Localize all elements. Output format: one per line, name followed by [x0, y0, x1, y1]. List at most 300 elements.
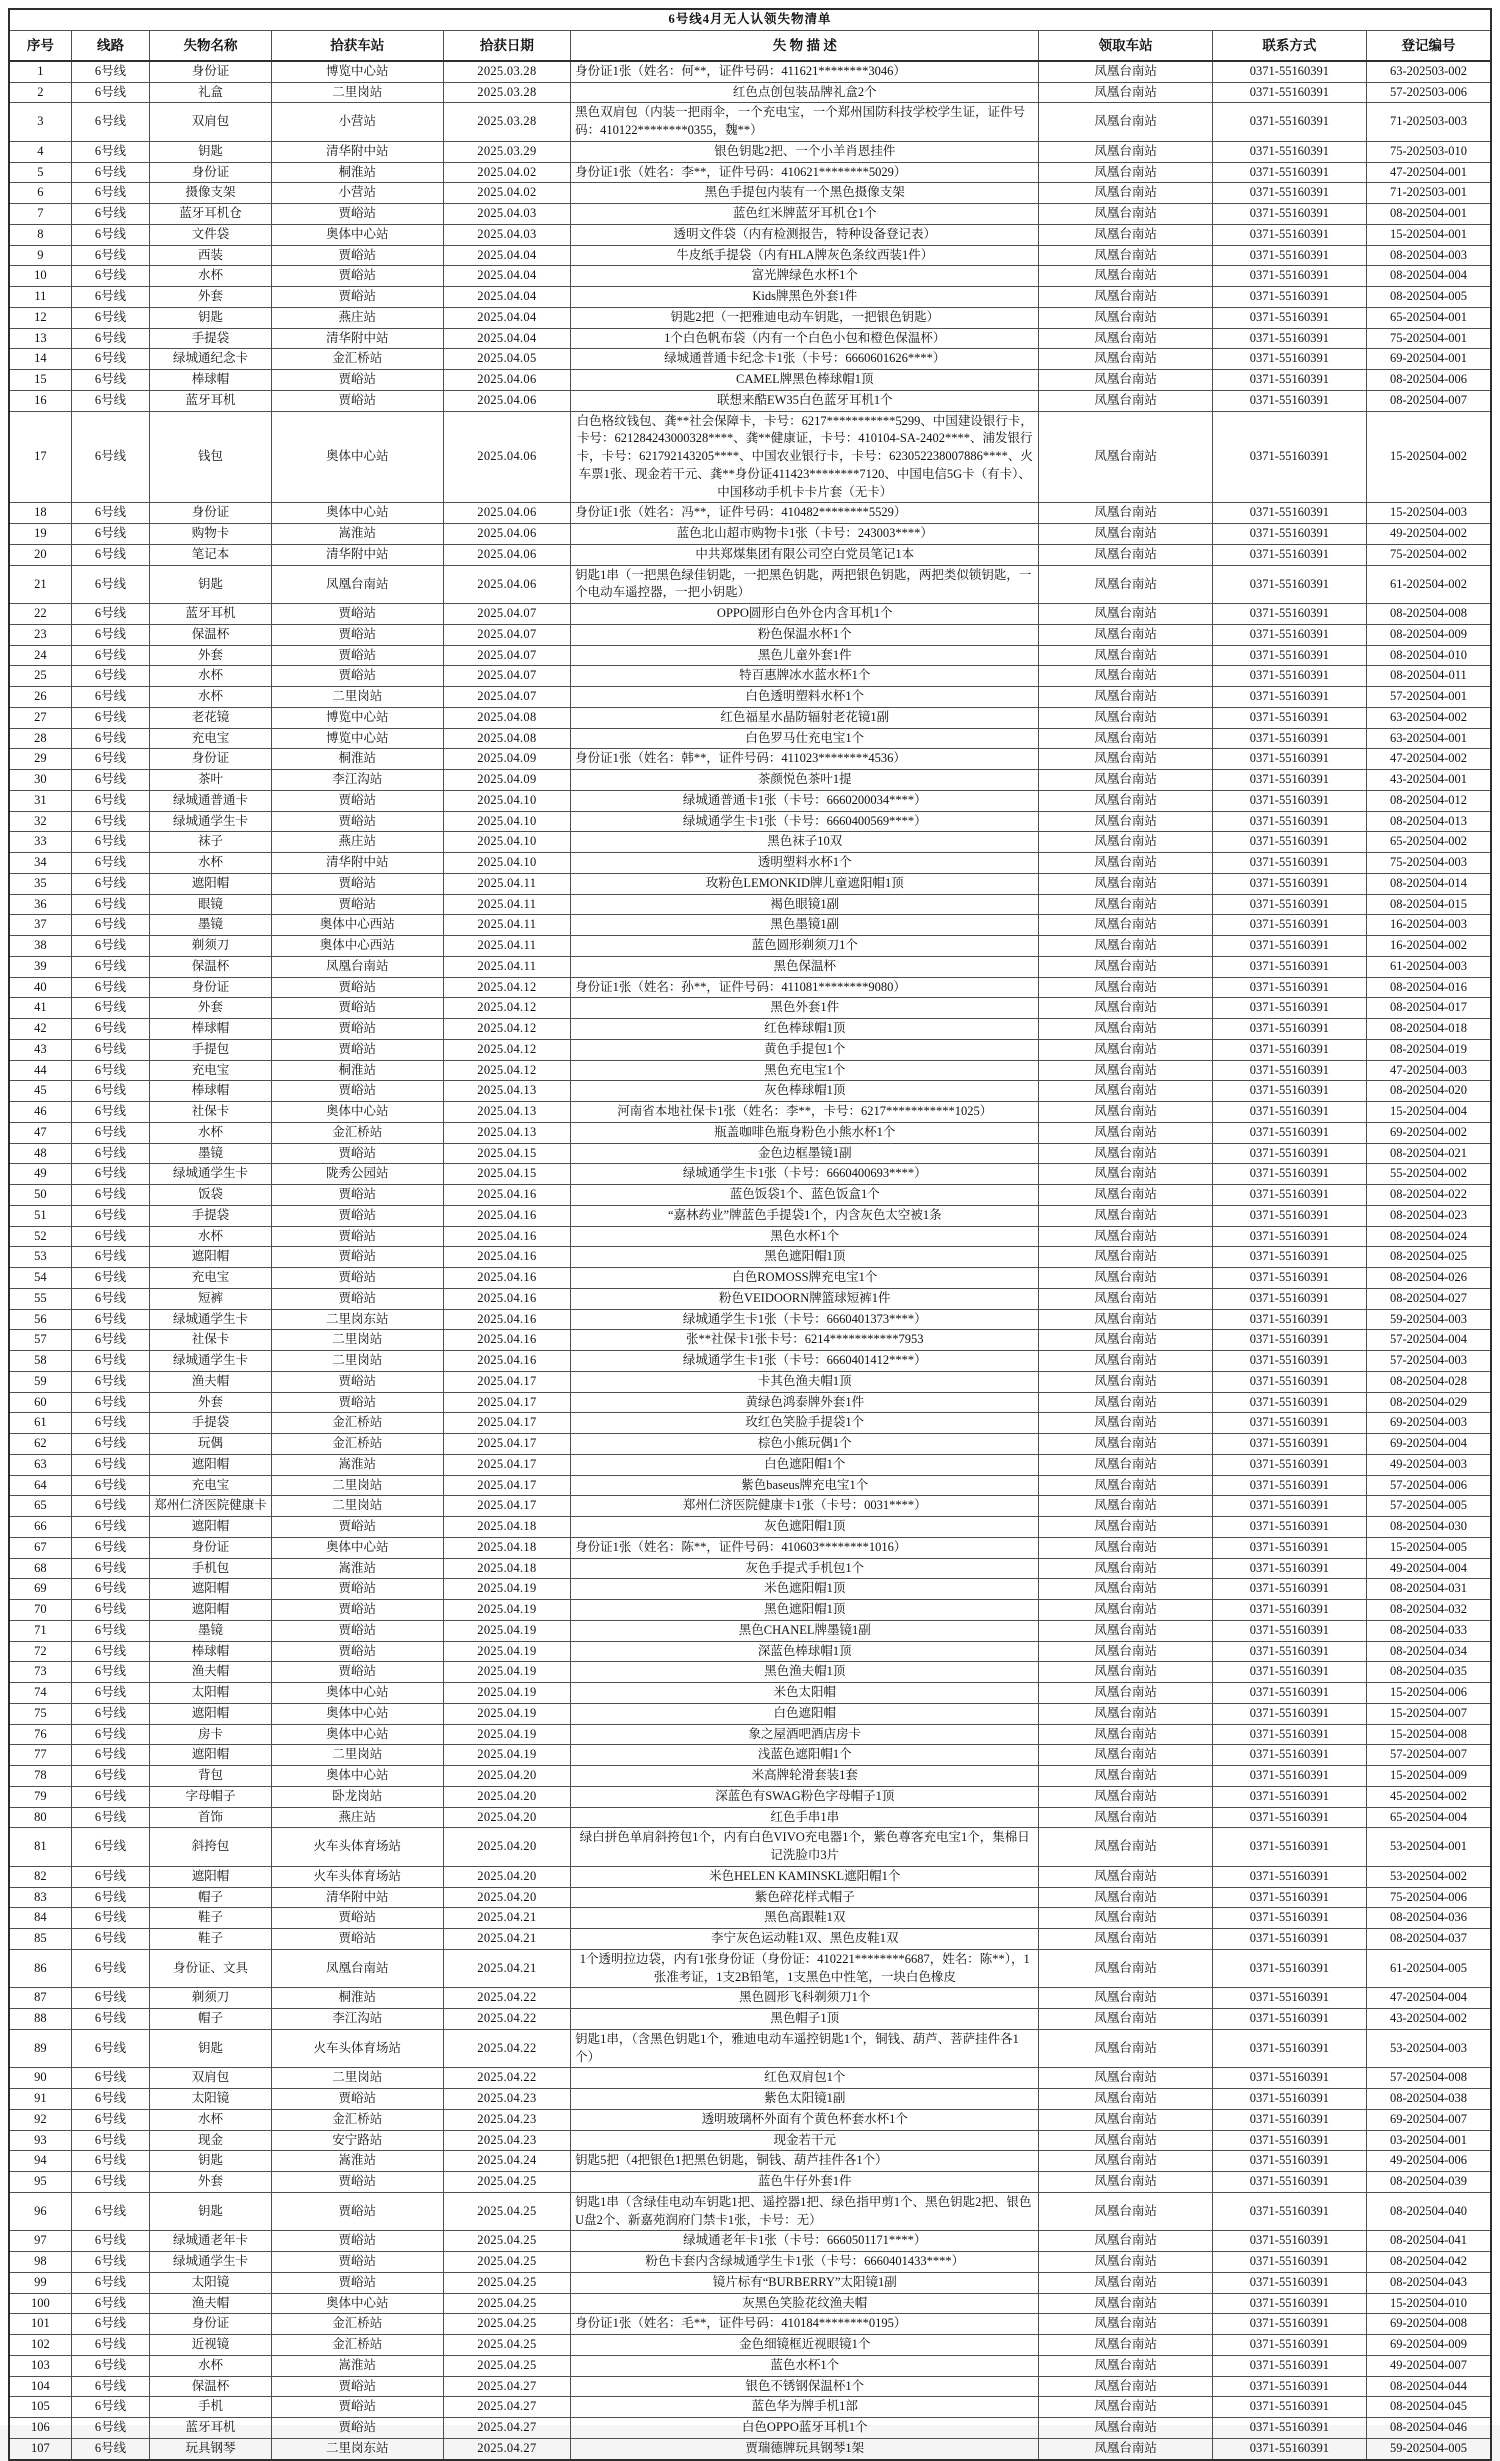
table-row [9, 2293, 1491, 2314]
cell-reg-no: 69-202504-009 [1366, 2335, 1491, 2356]
cell-line: 6号线 [71, 1226, 150, 1247]
cell-item-name: 剃须刀 [150, 1988, 272, 2009]
table-row [9, 390, 1491, 411]
cell-pickup-station: 凤凰台南站 [1039, 707, 1212, 728]
table-row [9, 811, 1491, 832]
table-row [9, 1641, 1491, 1662]
cell-item-name: 袜子 [150, 832, 272, 853]
cell-item-name: 字母帽子 [150, 1786, 272, 1807]
cell-contact: 0371-55160391 [1212, 2029, 1366, 2068]
table-row [9, 1786, 1491, 1807]
cell-line: 6号线 [71, 707, 150, 728]
cell-index: 46 [9, 1102, 71, 1123]
cell-contact: 0371-55160391 [1212, 82, 1366, 103]
cell-reg-no: 69-202504-003 [1366, 1413, 1491, 1434]
cell-item-name: 绿城通学生卡 [150, 811, 272, 832]
cell-date-found: 2025.04.06 [443, 565, 570, 604]
cell-line: 6号线 [71, 1413, 150, 1434]
cell-contact: 0371-55160391 [1212, 328, 1366, 349]
table-row [9, 832, 1491, 853]
cell-pickup-station: 凤凰台南站 [1039, 307, 1212, 328]
cell-item-name: 绿城通学生卡 [150, 1164, 272, 1185]
cell-date-found: 2025.04.16 [443, 1226, 570, 1247]
cell-item-name: 充电宝 [150, 1060, 272, 1081]
cell-contact: 0371-55160391 [1212, 1226, 1366, 1247]
table-row [9, 1724, 1491, 1745]
cell-reg-no: 57-202504-005 [1366, 1496, 1491, 1517]
cell-description: 联想来酷EW35白色蓝牙耳机1个 [571, 390, 1039, 411]
cell-date-found: 2025.04.19 [443, 1600, 570, 1621]
cell-pickup-station: 凤凰台南站 [1039, 1164, 1212, 1185]
cell-station-found: 桐淮站 [271, 749, 443, 770]
cell-item-name: 水杯 [150, 687, 272, 708]
cell-station-found: 火车头体育场站 [271, 1828, 443, 1867]
cell-reg-no: 75-202504-002 [1366, 544, 1491, 565]
cell-station-found: 奥体中心站 [271, 503, 443, 524]
cell-pickup-station: 凤凰台南站 [1039, 666, 1212, 687]
cell-item-name: 充电宝 [150, 1475, 272, 1496]
cell-item-name: 墨镜 [150, 1143, 272, 1164]
table-row [9, 1288, 1491, 1309]
cell-contact: 0371-55160391 [1212, 1724, 1366, 1745]
cell-reg-no: 15-202504-007 [1366, 1703, 1491, 1724]
cell-pickup-station: 凤凰台南站 [1039, 1745, 1212, 1766]
cell-line: 6号线 [71, 1600, 150, 1621]
cell-reg-no: 63-202504-001 [1366, 728, 1491, 749]
cell-index: 101 [9, 2314, 71, 2335]
cell-pickup-station: 凤凰台南站 [1039, 266, 1212, 287]
cell-date-found: 2025.04.13 [443, 1122, 570, 1143]
cell-index: 44 [9, 1060, 71, 1081]
cell-index: 33 [9, 832, 71, 853]
cell-line: 6号线 [71, 749, 150, 770]
cell-date-found: 2025.04.03 [443, 204, 570, 225]
cell-description: 黑色手提包内装有一个黑色摄像支架 [571, 183, 1039, 204]
cell-contact: 0371-55160391 [1212, 1371, 1366, 1392]
cell-station-found: 贾峪站 [271, 894, 443, 915]
table-row [9, 2438, 1491, 2459]
cell-item-name: 遮阳帽 [150, 1579, 272, 1600]
cell-date-found: 2025.03.28 [443, 61, 570, 82]
cell-contact: 0371-55160391 [1212, 1143, 1366, 1164]
cell-contact: 0371-55160391 [1212, 1786, 1366, 1807]
cell-contact: 0371-55160391 [1212, 2130, 1366, 2151]
cell-line: 6号线 [71, 1330, 150, 1351]
table-row [9, 1496, 1491, 1517]
cell-pickup-station: 凤凰台南站 [1039, 853, 1212, 874]
cell-station-found: 贾峪站 [271, 1226, 443, 1247]
cell-pickup-station: 凤凰台南站 [1039, 604, 1212, 625]
cell-date-found: 2025.04.20 [443, 1887, 570, 1908]
table-row [9, 503, 1491, 524]
cell-pickup-station: 凤凰台南站 [1039, 328, 1212, 349]
cell-index: 100 [9, 2293, 71, 2314]
cell-pickup-station: 凤凰台南站 [1039, 2314, 1212, 2335]
cell-line: 6号线 [71, 1019, 150, 1040]
cell-reg-no: 15-202504-003 [1366, 503, 1491, 524]
cell-description: 绿城通学生卡1张（卡号：6660401412****） [571, 1351, 1039, 1372]
cell-date-found: 2025.04.06 [443, 544, 570, 565]
cell-pickup-station: 凤凰台南站 [1039, 2068, 1212, 2089]
cell-line: 6号线 [71, 624, 150, 645]
cell-pickup-station: 凤凰台南站 [1039, 2172, 1212, 2193]
cell-item-name: 外套 [150, 287, 272, 308]
cell-reg-no: 63-202504-002 [1366, 707, 1491, 728]
cell-line: 6号线 [71, 82, 150, 103]
table-row [9, 162, 1491, 183]
cell-date-found: 2025.04.03 [443, 224, 570, 245]
cell-index: 23 [9, 624, 71, 645]
cell-contact: 0371-55160391 [1212, 1039, 1366, 1060]
cell-contact: 0371-55160391 [1212, 1600, 1366, 1621]
cell-date-found: 2025.04.08 [443, 707, 570, 728]
cell-description: 1个透明拉边袋，内有1张身份证（身份证：410221********6687，姓名：陈**），1张准考证，1支2B铅笔，1支黑色中性笔，一块白色橡皮 [571, 1949, 1039, 1988]
cell-item-name: 绿城通普通卡 [150, 790, 272, 811]
table-row [9, 770, 1491, 791]
cell-pickup-station: 凤凰台南站 [1039, 2252, 1212, 2273]
cell-line: 6号线 [71, 2293, 150, 2314]
cell-index: 18 [9, 503, 71, 524]
cell-contact: 0371-55160391 [1212, 1164, 1366, 1185]
cell-index: 54 [9, 1268, 71, 1289]
cell-reg-no: 55-202504-002 [1366, 1164, 1491, 1185]
cell-line: 6号线 [71, 604, 150, 625]
cell-description: 白色ROMOSS牌充电宝1个 [571, 1268, 1039, 1289]
cell-pickup-station: 凤凰台南站 [1039, 956, 1212, 977]
cell-pickup-station: 凤凰台南站 [1039, 2231, 1212, 2252]
cell-contact: 0371-55160391 [1212, 1122, 1366, 1143]
cell-contact: 0371-55160391 [1212, 894, 1366, 915]
cell-date-found: 2025.04.17 [443, 1454, 570, 1475]
cell-item-name: 钥匙 [150, 307, 272, 328]
table-row [9, 349, 1491, 370]
cell-item-name: 外套 [150, 1392, 272, 1413]
cell-station-found: 燕庄站 [271, 832, 443, 853]
cell-station-found: 博览中心站 [271, 61, 443, 82]
cell-pickup-station: 凤凰台南站 [1039, 1786, 1212, 1807]
cell-reg-no: 08-202504-041 [1366, 2231, 1491, 2252]
cell-date-found: 2025.04.16 [443, 1247, 570, 1268]
cell-station-found: 二里岗站 [271, 1475, 443, 1496]
cell-index: 41 [9, 998, 71, 1019]
cell-pickup-station: 凤凰台南站 [1039, 503, 1212, 524]
cell-reg-no: 69-202504-008 [1366, 2314, 1491, 2335]
table-row [9, 307, 1491, 328]
cell-station-found: 金汇桥站 [271, 1413, 443, 1434]
cell-pickup-station: 凤凰台南站 [1039, 1205, 1212, 1226]
cell-reg-no: 08-202504-005 [1366, 287, 1491, 308]
cell-date-found: 2025.04.25 [443, 2293, 570, 2314]
cell-line: 6号线 [71, 811, 150, 832]
cell-line: 6号线 [71, 183, 150, 204]
cell-index: 3 [9, 103, 71, 142]
cell-station-found: 贾峪站 [271, 2252, 443, 2273]
cell-line: 6号线 [71, 390, 150, 411]
cell-station-found: 奥体中心站 [271, 1703, 443, 1724]
cell-item-name: 蓝牙耳机 [150, 2418, 272, 2439]
cell-index: 95 [9, 2172, 71, 2193]
cell-description: 深蓝色棒球帽1顶 [571, 1641, 1039, 1662]
cell-item-name: 渔夫帽 [150, 1371, 272, 1392]
cell-line: 6号线 [71, 1143, 150, 1164]
cell-date-found: 2025.04.04 [443, 245, 570, 266]
cell-reg-no: 57-202504-004 [1366, 1330, 1491, 1351]
cell-item-name: 笔记本 [150, 544, 272, 565]
table-row [9, 370, 1491, 391]
cell-date-found: 2025.04.19 [443, 1641, 570, 1662]
cell-item-name: 帽子 [150, 1887, 272, 1908]
cell-description: 米色HELEN KAMINSKL遮阳帽1个 [571, 1866, 1039, 1887]
cell-contact: 0371-55160391 [1212, 1330, 1366, 1351]
cell-pickup-station: 凤凰台南站 [1039, 1309, 1212, 1330]
cell-line: 6号线 [71, 1662, 150, 1683]
cell-item-name: 郑州仁济医院健康卡 [150, 1496, 272, 1517]
cell-station-found: 凤凰台南站 [271, 1949, 443, 1988]
cell-line: 6号线 [71, 1247, 150, 1268]
cell-line: 6号线 [71, 770, 150, 791]
cell-contact: 0371-55160391 [1212, 2252, 1366, 2273]
cell-index: 49 [9, 1164, 71, 1185]
cell-station-found: 贾峪站 [271, 266, 443, 287]
cell-index: 31 [9, 790, 71, 811]
cell-reg-no: 57-202504-001 [1366, 687, 1491, 708]
cell-line: 6号线 [71, 2029, 150, 2068]
page-title: 6号线4月无人认领失物清单 [9, 9, 1491, 30]
table-row [9, 2109, 1491, 2130]
cell-line: 6号线 [71, 873, 150, 894]
cell-index: 32 [9, 811, 71, 832]
cell-date-found: 2025.04.27 [443, 2376, 570, 2397]
cell-description: 黑色帽子1顶 [571, 2009, 1039, 2030]
table-row [9, 565, 1491, 604]
column-header-description: 失 物 描 述 [571, 30, 1039, 61]
table-row [9, 1600, 1491, 1621]
cell-item-name: 身份证 [150, 2314, 272, 2335]
cell-item-name: 身份证 [150, 61, 272, 82]
table-row [9, 204, 1491, 225]
cell-station-found: 二里岗站 [271, 687, 443, 708]
cell-item-name: 水杯 [150, 266, 272, 287]
cell-date-found: 2025.04.17 [443, 1496, 570, 1517]
cell-pickup-station: 凤凰台南站 [1039, 1288, 1212, 1309]
cell-station-found: 嵩淮站 [271, 524, 443, 545]
cell-station-found: 贾峪站 [271, 2192, 443, 2231]
cell-station-found: 贾峪站 [271, 1185, 443, 1206]
cell-station-found: 贾峪站 [271, 977, 443, 998]
cell-reg-no: 15-202504-008 [1366, 1724, 1491, 1745]
cell-reg-no: 08-202504-013 [1366, 811, 1491, 832]
table-row [9, 141, 1491, 162]
cell-line: 6号线 [71, 2151, 150, 2172]
cell-pickup-station: 凤凰台南站 [1039, 645, 1212, 666]
cell-line: 6号线 [71, 936, 150, 957]
cell-date-found: 2025.04.21 [443, 1929, 570, 1950]
cell-line: 6号线 [71, 1039, 150, 1060]
cell-reg-no: 75-202503-010 [1366, 141, 1491, 162]
cell-index: 27 [9, 707, 71, 728]
cell-station-found: 李江沟站 [271, 770, 443, 791]
cell-index: 24 [9, 645, 71, 666]
cell-date-found: 2025.03.28 [443, 82, 570, 103]
cell-contact: 0371-55160391 [1212, 204, 1366, 225]
cell-station-found: 贾峪站 [271, 1517, 443, 1538]
cell-contact: 0371-55160391 [1212, 370, 1366, 391]
cell-reg-no: 15-202504-001 [1366, 224, 1491, 245]
table-row [9, 1703, 1491, 1724]
cell-line: 6号线 [71, 2109, 150, 2130]
cell-reg-no: 08-202504-018 [1366, 1019, 1491, 1040]
cell-item-name: 渔夫帽 [150, 2293, 272, 2314]
cell-contact: 0371-55160391 [1212, 2272, 1366, 2293]
cell-reg-no: 08-202504-042 [1366, 2252, 1491, 2273]
cell-pickup-station: 凤凰台南站 [1039, 2130, 1212, 2151]
cell-index: 62 [9, 1434, 71, 1455]
cell-pickup-station: 凤凰台南站 [1039, 728, 1212, 749]
cell-index: 58 [9, 1351, 71, 1372]
cell-line: 6号线 [71, 1887, 150, 1908]
cell-item-name: 充电宝 [150, 1268, 272, 1289]
cell-description: 银色钥匙2把、一个小羊肖恩挂件 [571, 141, 1039, 162]
cell-reg-no: 08-202504-023 [1366, 1205, 1491, 1226]
cell-date-found: 2025.04.20 [443, 1807, 570, 1828]
table-row [9, 707, 1491, 728]
cell-reg-no: 08-202504-044 [1366, 2376, 1491, 2397]
cell-reg-no: 15-202504-005 [1366, 1537, 1491, 1558]
cell-date-found: 2025.04.25 [443, 2272, 570, 2293]
cell-index: 79 [9, 1786, 71, 1807]
cell-pickup-station: 凤凰台南站 [1039, 1475, 1212, 1496]
cell-item-name: 手提袋 [150, 328, 272, 349]
table-row [9, 524, 1491, 545]
cell-line: 6号线 [71, 2376, 150, 2397]
cell-index: 105 [9, 2397, 71, 2418]
cell-station-found: 二里岗站 [271, 1330, 443, 1351]
cell-item-name: 饭袋 [150, 1185, 272, 1206]
cell-reg-no: 49-202504-006 [1366, 2151, 1491, 2172]
cell-date-found: 2025.04.16 [443, 1268, 570, 1289]
cell-station-found: 卧龙岗站 [271, 1786, 443, 1807]
cell-station-found: 安宁路站 [271, 2130, 443, 2151]
cell-contact: 0371-55160391 [1212, 1988, 1366, 2009]
cell-station-found: 贾峪站 [271, 370, 443, 391]
cell-line: 6号线 [71, 287, 150, 308]
table-row [9, 1226, 1491, 1247]
cell-reg-no: 08-202504-012 [1366, 790, 1491, 811]
cell-line: 6号线 [71, 2130, 150, 2151]
cell-pickup-station: 凤凰台南站 [1039, 183, 1212, 204]
cell-pickup-station: 凤凰台南站 [1039, 1060, 1212, 1081]
cell-reg-no: 08-202504-004 [1366, 266, 1491, 287]
cell-description: “嘉林药业”牌蓝色手提袋1个，内含灰色太空被1条 [571, 1205, 1039, 1226]
table-row [9, 103, 1491, 142]
table-row [9, 956, 1491, 977]
cell-date-found: 2025.04.12 [443, 977, 570, 998]
cell-item-name: 文件袋 [150, 224, 272, 245]
cell-reg-no: 08-202504-040 [1366, 2192, 1491, 2231]
cell-pickup-station: 凤凰台南站 [1039, 936, 1212, 957]
cell-item-name: 保温杯 [150, 624, 272, 645]
cell-reg-no: 45-202504-002 [1366, 1786, 1491, 1807]
cell-description: 蓝色华为牌手机1部 [571, 2397, 1039, 2418]
column-header-reg-no: 登记编号 [1366, 30, 1491, 61]
cell-station-found: 金汇桥站 [271, 1434, 443, 1455]
cell-description: 绿城通老年卡1张（卡号：6660501171****） [571, 2231, 1039, 2252]
cell-index: 74 [9, 1683, 71, 1704]
cell-date-found: 2025.04.15 [443, 1164, 570, 1185]
cell-contact: 0371-55160391 [1212, 1060, 1366, 1081]
cell-station-found: 二里岗站 [271, 82, 443, 103]
cell-line: 6号线 [71, 2172, 150, 2193]
cell-index: 9 [9, 245, 71, 266]
cell-contact: 0371-55160391 [1212, 853, 1366, 874]
cell-index: 2 [9, 82, 71, 103]
cell-description: 富光牌绿色水杯1个 [571, 266, 1039, 287]
cell-index: 19 [9, 524, 71, 545]
cell-reg-no: 57-202503-006 [1366, 82, 1491, 103]
cell-pickup-station: 凤凰台南站 [1039, 2029, 1212, 2068]
cell-contact: 0371-55160391 [1212, 2418, 1366, 2439]
cell-contact: 0371-55160391 [1212, 2068, 1366, 2089]
cell-contact: 0371-55160391 [1212, 141, 1366, 162]
table-row [9, 2151, 1491, 2172]
table-row [9, 1807, 1491, 1828]
table-row [9, 1205, 1491, 1226]
cell-index: 10 [9, 266, 71, 287]
cell-item-name: 遮阳帽 [150, 1703, 272, 1724]
cell-contact: 0371-55160391 [1212, 1392, 1366, 1413]
cell-station-found: 陇秀公园站 [271, 1164, 443, 1185]
cell-index: 64 [9, 1475, 71, 1496]
cell-contact: 0371-55160391 [1212, 1205, 1366, 1226]
table-row [9, 2029, 1491, 2068]
cell-item-name: 墨镜 [150, 1620, 272, 1641]
cell-pickup-station: 凤凰台南站 [1039, 1351, 1212, 1372]
cell-date-found: 2025.04.11 [443, 894, 570, 915]
cell-date-found: 2025.04.07 [443, 624, 570, 645]
cell-contact: 0371-55160391 [1212, 811, 1366, 832]
cell-description: 钥匙1串，（含黑色钥匙1个，雅迪电动车遥控钥匙1个，铜钱、葫芦、菩萨挂件各1个） [571, 2029, 1039, 2068]
cell-line: 6号线 [71, 204, 150, 225]
cell-line: 6号线 [71, 1745, 150, 1766]
table-row [9, 666, 1491, 687]
cell-item-name: 蓝牙耳机 [150, 390, 272, 411]
cell-reg-no: 61-202504-005 [1366, 1949, 1491, 1988]
cell-index: 60 [9, 1392, 71, 1413]
cell-reg-no: 69-202504-007 [1366, 2109, 1491, 2130]
cell-index: 78 [9, 1766, 71, 1787]
cell-description: 粉色保温水杯1个 [571, 624, 1039, 645]
cell-station-found: 嵩淮站 [271, 2151, 443, 2172]
cell-line: 6号线 [71, 1683, 150, 1704]
cell-item-name: 剃须刀 [150, 936, 272, 957]
table-row [9, 82, 1491, 103]
cell-index: 85 [9, 1929, 71, 1950]
cell-description: 红色棒球帽1顶 [571, 1019, 1039, 1040]
cell-date-found: 2025.04.19 [443, 1662, 570, 1683]
cell-station-found: 贾峪站 [271, 204, 443, 225]
table-row [9, 1475, 1491, 1496]
cell-line: 6号线 [71, 1475, 150, 1496]
cell-reg-no: 75-202504-006 [1366, 1887, 1491, 1908]
cell-reg-no: 08-202504-026 [1366, 1268, 1491, 1289]
cell-station-found: 李江沟站 [271, 2009, 443, 2030]
cell-reg-no: 08-202504-025 [1366, 1247, 1491, 1268]
cell-item-name: 外套 [150, 2172, 272, 2193]
cell-contact: 0371-55160391 [1212, 687, 1366, 708]
cell-contact: 0371-55160391 [1212, 390, 1366, 411]
cell-line: 6号线 [71, 328, 150, 349]
cell-pickup-station: 凤凰台南站 [1039, 1496, 1212, 1517]
